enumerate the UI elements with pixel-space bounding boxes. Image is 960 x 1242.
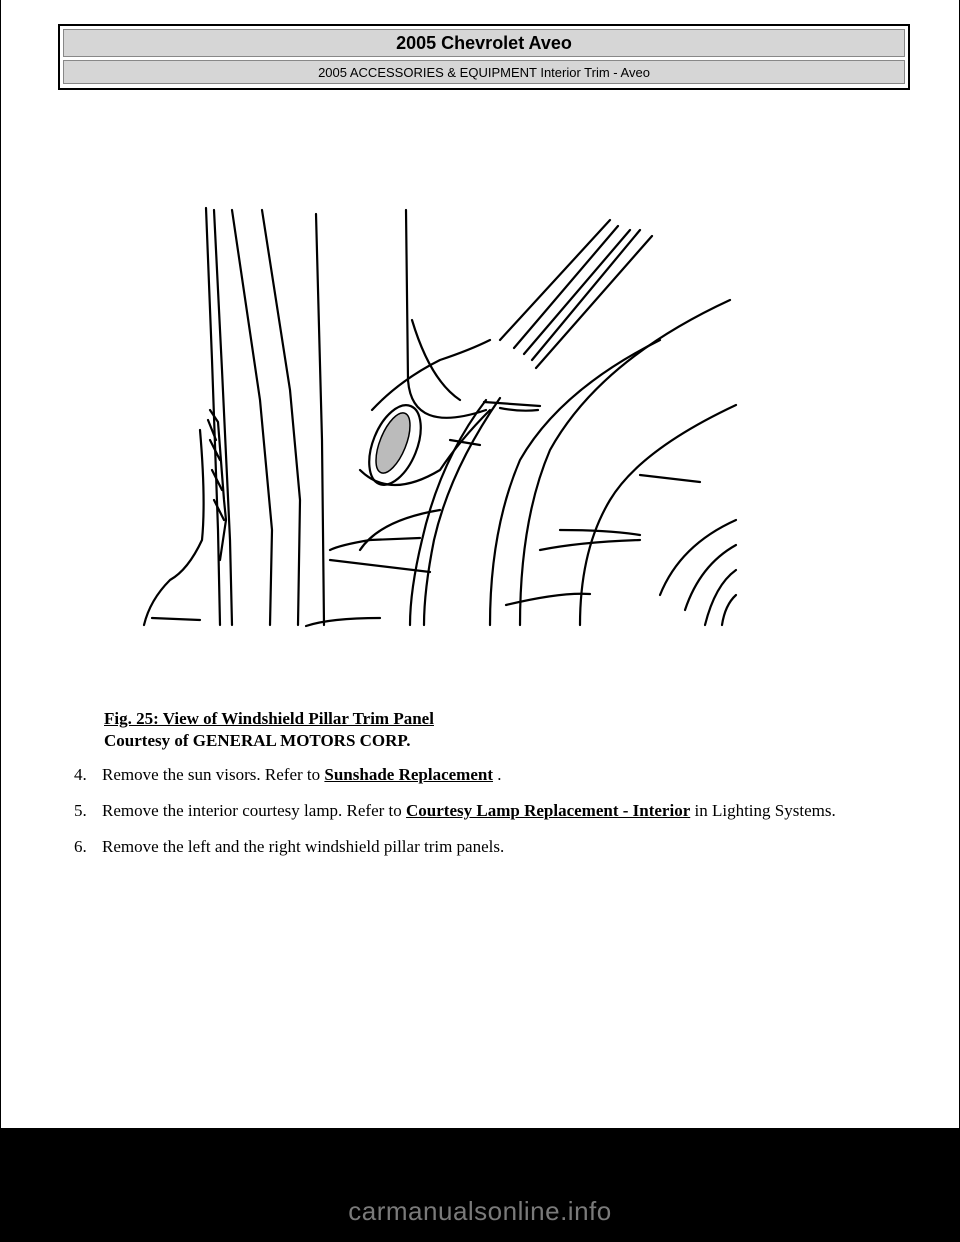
step-text-end: . — [493, 765, 502, 784]
link-courtesy-lamp-replacement[interactable]: Courtesy Lamp Replacement - Interior — [406, 801, 691, 820]
document-header — [58, 24, 910, 90]
step-number: 4. — [74, 765, 87, 784]
procedure-steps — [74, 764, 874, 872]
step-text: Remove the interior courtesy lamp. Refer to — [102, 801, 407, 820]
watermark-text: carmanualsonline.info — [348, 1196, 612, 1226]
caption-title: Fig. 25: View of Windshield Pillar Trim Panel — [104, 709, 434, 728]
step-text: Remove the sun visors. Refer to — [102, 765, 325, 784]
link-sunshade-replacement[interactable]: Sunshade Replacement — [324, 765, 493, 784]
figure-caption — [104, 708, 434, 752]
header-title: 2005 Chevrolet Aveo — [63, 29, 905, 57]
header-subtitle: 2005 ACCESSORIES & EQUIPMENT Interior Trim - Aveo — [63, 60, 905, 84]
caption-courtesy: Courtesy of GENERAL MOTORS CORP. — [104, 731, 411, 750]
step-6 — [74, 836, 874, 858]
step-number: 5. — [74, 801, 87, 820]
page-border-left — [0, 0, 1, 1128]
step-number: 6. — [74, 837, 87, 856]
step-5 — [74, 800, 874, 822]
windshield-pillar-trim-illustration — [140, 200, 740, 630]
step-text: Remove the left and the right windshield pillar trim panels. — [102, 837, 505, 856]
step-4 — [74, 764, 874, 786]
step-text-end: in Lighting Systems. — [690, 801, 836, 820]
